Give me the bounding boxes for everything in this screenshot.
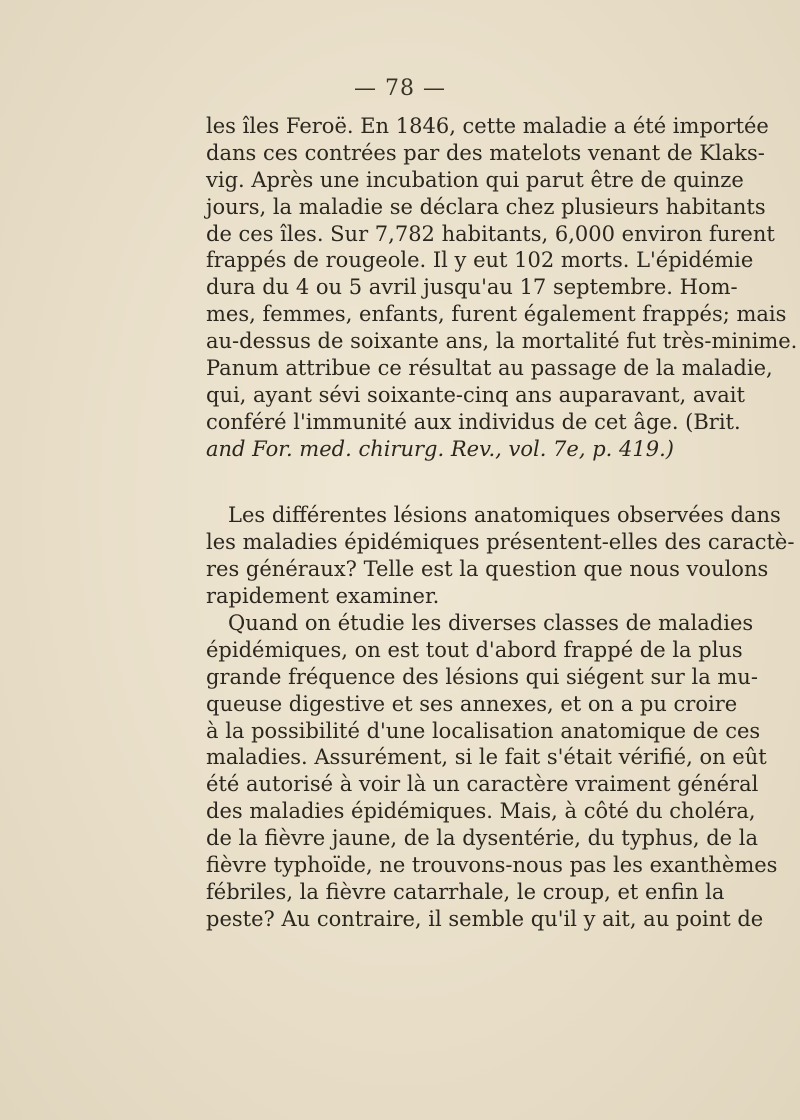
text-line: grande fréquence des lésions qui siégent sur la mu-	[206, 664, 758, 689]
paragraph-2	[206, 502, 795, 610]
text-line: été autorisé à voir là un caractère vraiment général	[206, 772, 759, 797]
text-line: des maladies épidémiques. Mais, à côté du choléra,	[206, 799, 756, 824]
text-line: queuse digestive et ses annexes, et on a pu croire	[206, 691, 738, 716]
text-line: au-dessus de soixante ans, la mortalité fut très-minime.	[206, 329, 798, 354]
text-line: dans ces contrées par des matelots venant de Klaks-	[206, 140, 765, 165]
text-line: mes, femmes, enfants, furent également frappés; mais	[206, 302, 787, 327]
text-line: à la possibilité d'une localisation anatomique de ces	[206, 718, 761, 743]
paragraph-3	[206, 610, 778, 933]
paragraph-1	[206, 113, 798, 463]
text-line: vig. Après une incubation qui parut être de quinze	[206, 167, 744, 192]
text-line: jours, la maladie se déclara chez plusieurs habitants	[206, 194, 766, 219]
text-line: fièvre typhoïde, ne trouvons-nous pas les exanthèmes	[206, 853, 778, 878]
text-line: fébriles, la fièvre catarrhale, le croup, et enfin la	[206, 879, 725, 904]
page-number: — 78 —	[354, 76, 446, 101]
text-line: frappés de rougeole. Il y eut 102 morts. L'épidémie	[206, 248, 754, 273]
text-line: dura du 4 ou 5 avril jusqu'au 17 septembre. Hom-	[206, 275, 738, 300]
text-line: Panum attribue ce résultat au passage de la maladie,	[206, 356, 773, 381]
text-line: les maladies épidémiques présentent-elles des caractè-	[206, 529, 795, 554]
text-line: les îles Feroë. En 1846, cette maladie a été importée	[206, 114, 769, 138]
text-line: Les différentes lésions anatomiques observées dans	[228, 503, 781, 527]
text-line: qui, ayant sévi soixante-cinq ans auparavant, avait	[206, 382, 745, 407]
text-line: conféré l'immunité aux individus de cet âge. (Brit.	[206, 409, 741, 434]
citation-line: and For. med. chirurg. Rev., vol. 7e, p. 419.)	[206, 436, 674, 461]
text-line: Quand on étudie les diverses classes de maladies	[228, 611, 754, 635]
text-line: maladies. Assurément, si le fait s'était vérifié, on eût	[206, 745, 767, 770]
text-line: épidémiques, on est tout d'abord frappé de la plus	[206, 637, 743, 662]
text-line: res généraux? Telle est la question que nous voulons	[206, 556, 769, 581]
text-line: de la fièvre jaune, de la dysentérie, du typhus, de la	[206, 826, 758, 851]
text-line: rapidement examiner.	[206, 583, 440, 608]
text-line: de ces îles. Sur 7,782 habitants, 6,000 environ furent	[206, 221, 775, 246]
text-line: peste? Au contraire, il semble qu'il y ait, au point de	[206, 906, 764, 931]
